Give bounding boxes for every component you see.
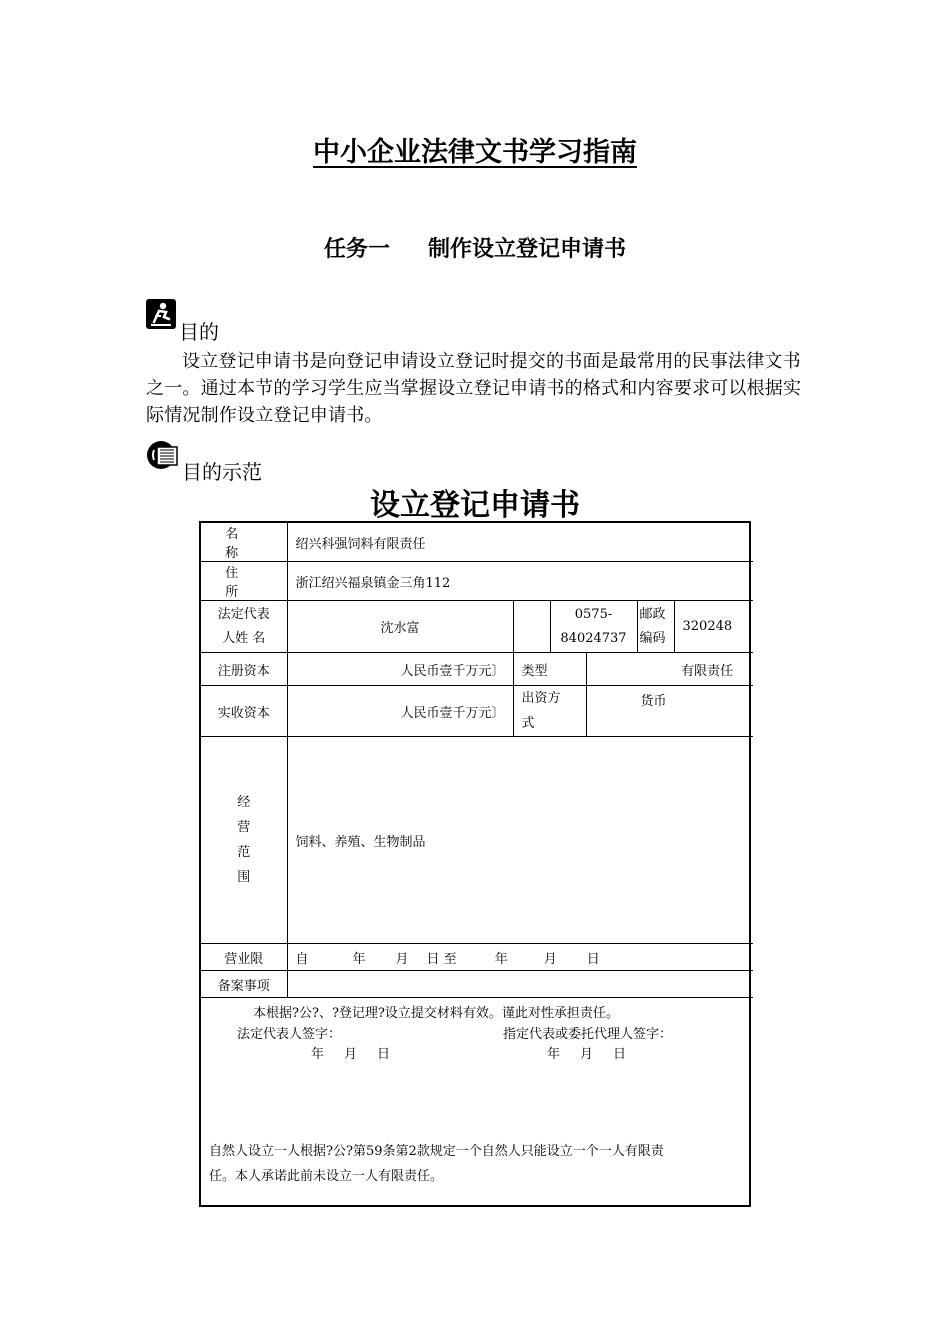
row-filing <box>201 971 753 998</box>
agent-signature: 指定代表或委托代理人签字： <box>503 1027 673 1042</box>
type-value: 有限责任 <box>586 653 753 686</box>
invest-value: 货币 <box>586 686 753 737</box>
registration-form <box>199 521 751 1207</box>
term-label: 营业限 <box>201 944 287 971</box>
scope-value: 饲料、养殖、生物制品 <box>287 737 753 944</box>
scope-label: 经 营 范 围 <box>201 737 287 944</box>
rep-value: 沈水富 <box>287 601 513 653</box>
natural-person-note-line-1: 自然人设立一人根据?公?第59条第2款规定一个自然人只能设立一个一人有限责 <box>209 1144 664 1159</box>
purpose-paragraph: 设立登记申请书是向登记申请设立登记时提交的书面是最常用的民事法律文书之一。通过本节的学习学生应当掌握设立登记申请书的格式和内容要求可以根据实际情况制作设立登记申请书。 <box>146 351 802 426</box>
row-address <box>201 562 753 601</box>
phone-value: 0575- 84024737 <box>550 601 637 653</box>
row-scope <box>201 737 753 944</box>
address-value: 浙江绍兴福泉镇金三角112 <box>287 562 753 601</box>
paid-capital-label: 实收资本 <box>201 686 287 737</box>
type-label: 类型 <box>513 653 586 686</box>
document-title: 中小企业法律文书学习指南 <box>313 137 637 168</box>
invest-label: 出资方 式 <box>513 686 586 737</box>
row-representative <box>201 601 753 653</box>
row-name <box>201 523 753 562</box>
reg-capital-value: 人民币壹千万元〕 <box>287 653 513 686</box>
reading-person-icon <box>146 299 176 329</box>
representative-date: 年 月 日 <box>311 1047 391 1062</box>
reg-capital-label: 注册资本 <box>201 653 287 686</box>
form-table <box>201 523 753 998</box>
form-title: 设立登记申请书 <box>370 488 580 523</box>
representative-signature: 法定代表人签字： <box>237 1027 342 1042</box>
rep-label: 法定代表 人姓 名 <box>201 601 287 653</box>
agent-date: 年 月 日 <box>547 1047 627 1062</box>
row-reg-capital <box>201 653 753 686</box>
postal-value: 320248 <box>674 601 753 653</box>
natural-person-note-line-2: 任。本人承诺此前未设立一人有限责任。 <box>209 1169 444 1184</box>
declaration-text: 本根据?公?、?登记理?设立提交材料有效。谨此对性承担责任。 <box>253 1006 619 1021</box>
term-value: 自 年 月 日 至 年 月 日 <box>287 944 753 971</box>
row-paid-capital <box>201 686 753 737</box>
name-value: 绍兴科强饲料有限责任 <box>287 523 753 562</box>
filing-label: 备案事项 <box>201 971 287 998</box>
task-heading <box>0 232 950 263</box>
paid-capital-value: 人民币壹千万元〕 <box>287 686 513 737</box>
task-number: 任务一 <box>323 237 390 262</box>
filing-value <box>287 971 753 998</box>
address-label: 住所 <box>201 562 287 601</box>
example-heading: 目的示范 <box>182 460 262 484</box>
task-name: 制作设立登记申请书 <box>428 237 627 262</box>
row-term <box>201 944 753 971</box>
document-stack-icon <box>146 438 180 472</box>
postal-label: 邮政 编码 <box>637 601 674 653</box>
rep-blank-cell <box>513 601 550 653</box>
purpose-heading: 目的 <box>179 320 219 344</box>
name-label: 名称 <box>201 523 287 562</box>
